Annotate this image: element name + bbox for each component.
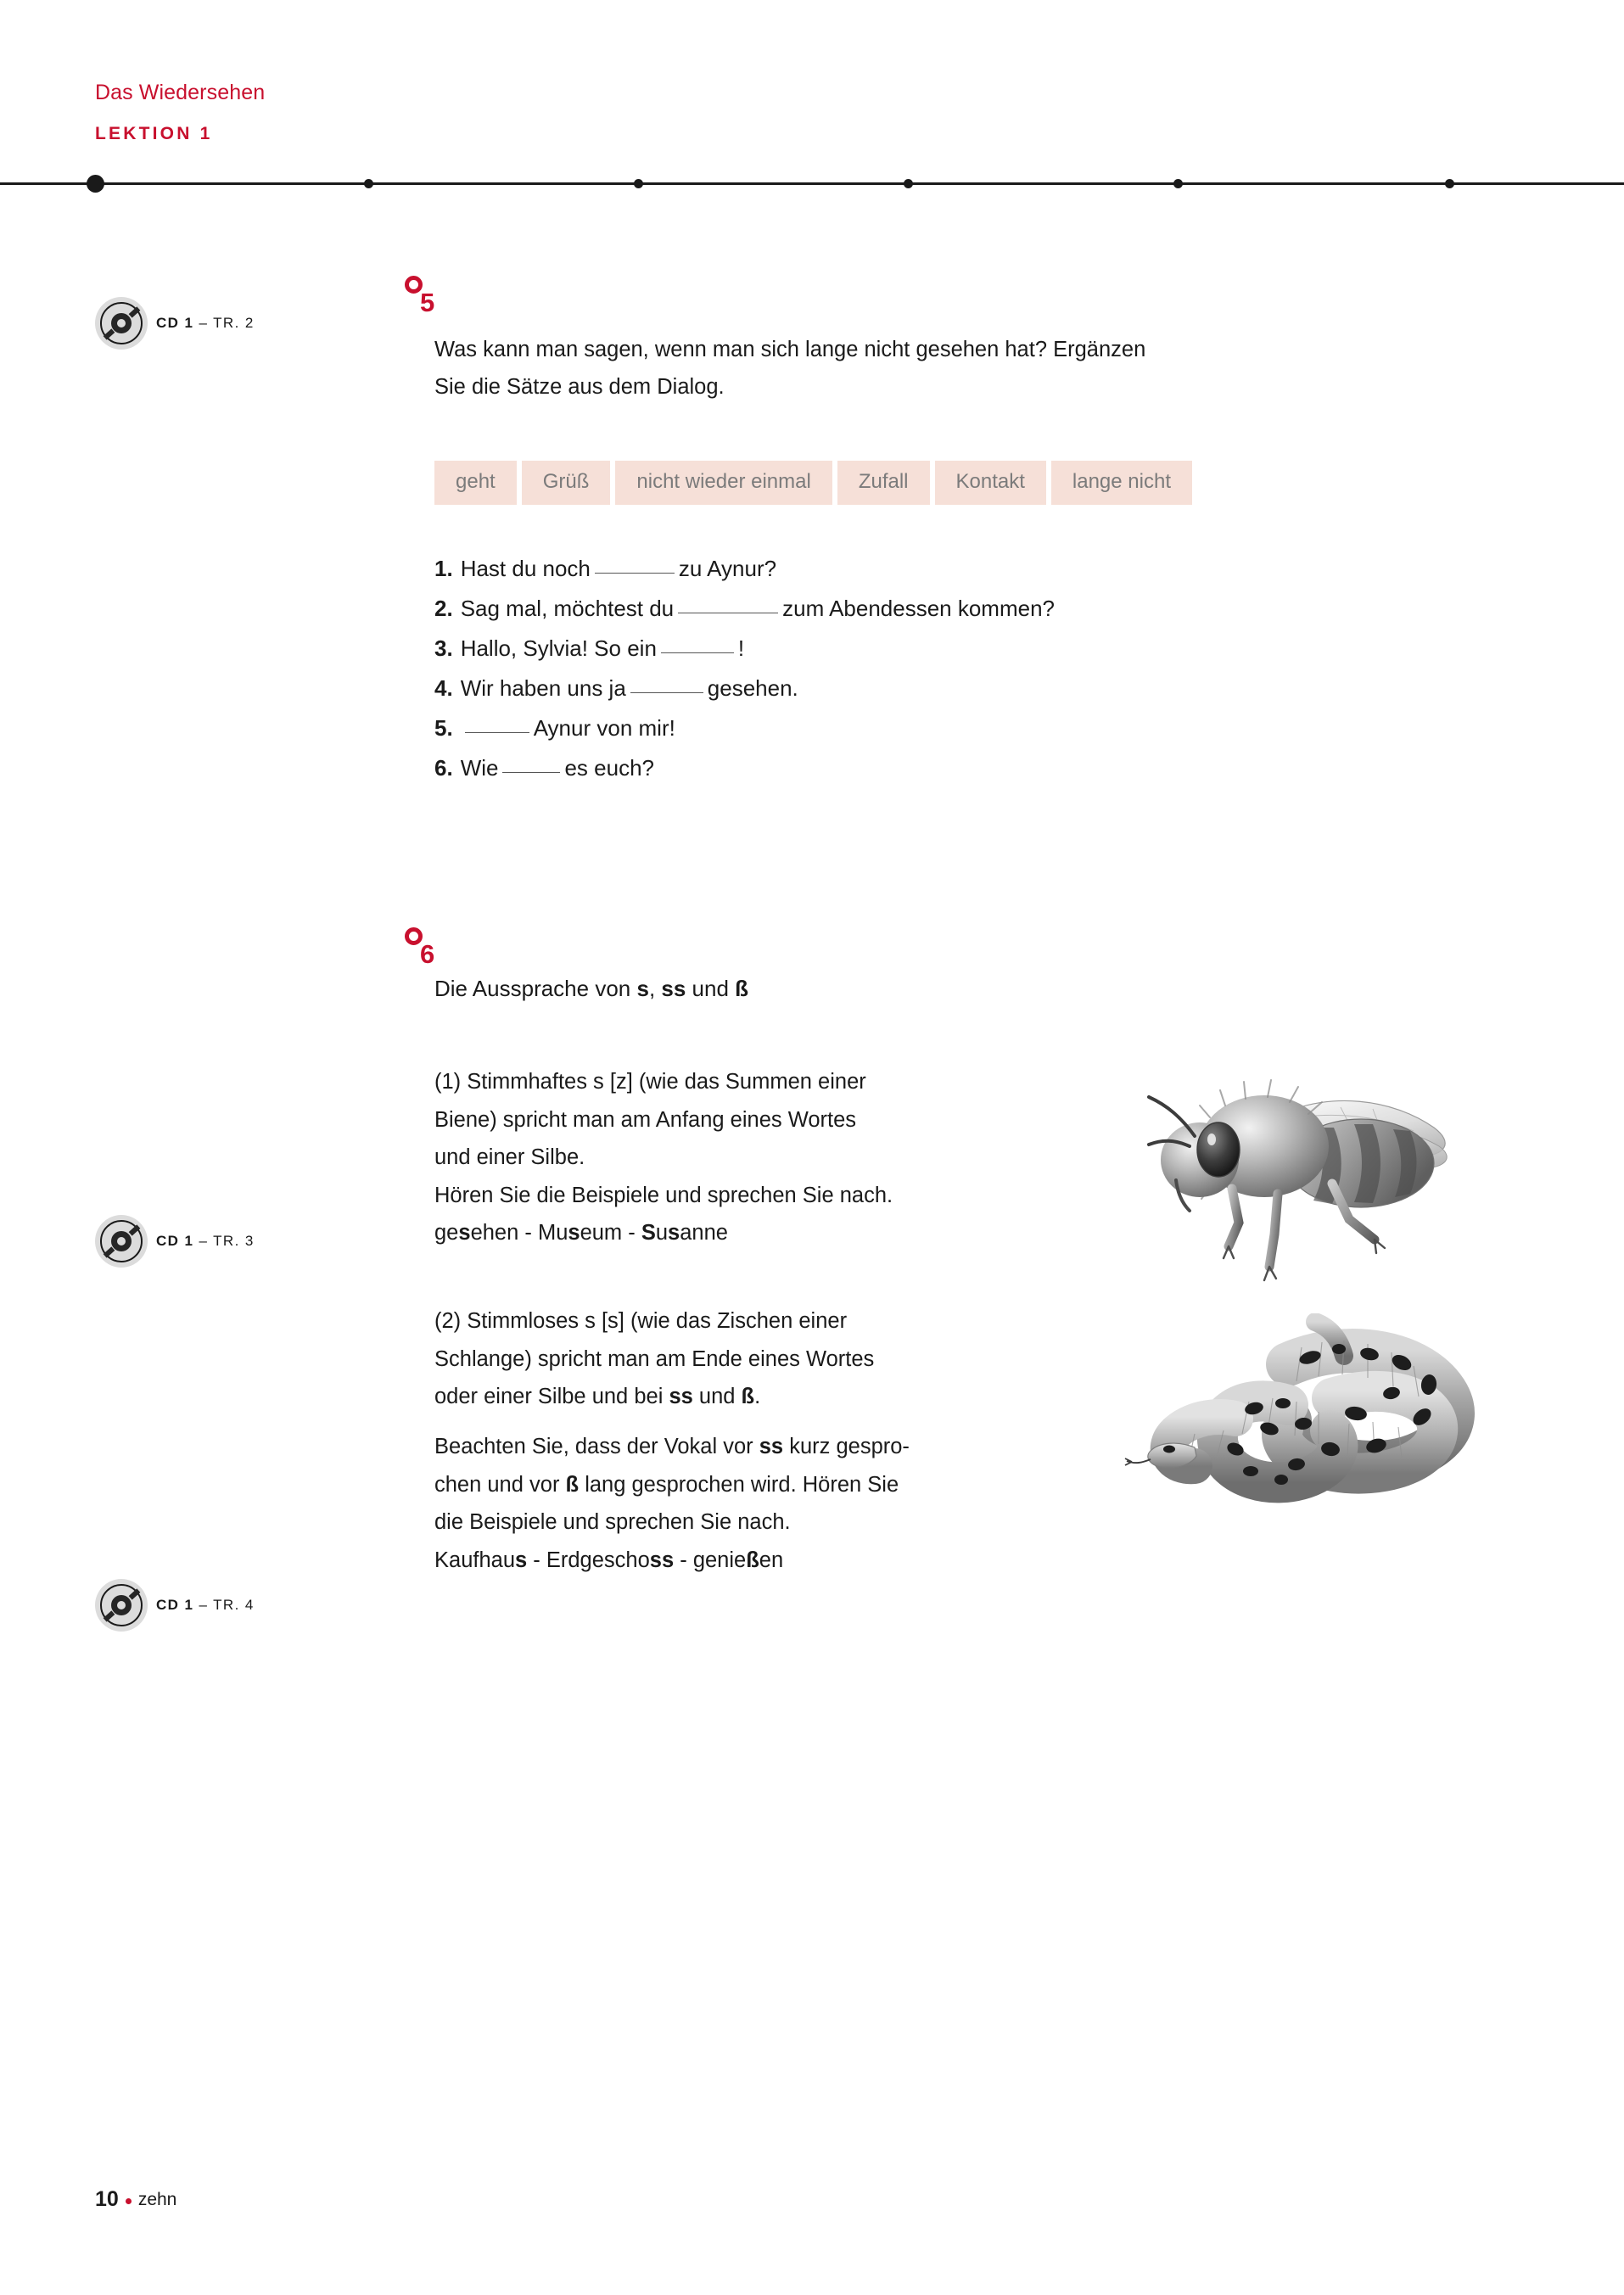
item-text-before-blank: Sag mal, möchtest du bbox=[460, 596, 675, 621]
emphasis-text: s bbox=[668, 1221, 680, 1245]
word-bank-chip[interactable]: geht bbox=[434, 461, 517, 505]
inline-text: chen und vor bbox=[434, 1472, 566, 1497]
word-bank-chip[interactable]: Zufall bbox=[837, 461, 930, 505]
inline-text: (1) Stimmhaftes s [z] (wie das Summen einer bbox=[434, 1070, 866, 1094]
gap-fill-item bbox=[434, 635, 1055, 675]
progress-timeline bbox=[0, 182, 1624, 185]
timeline-dot bbox=[364, 179, 373, 188]
emphasis-text: s bbox=[458, 1221, 471, 1245]
item-number: 4. bbox=[434, 675, 453, 701]
inline-text: Hören Sie die Beispiele und sprechen Sie nach. bbox=[434, 1183, 893, 1207]
emphasis-text: s bbox=[636, 976, 649, 1001]
exercise-6-paragraph-2 bbox=[434, 1302, 1079, 1416]
exercise-6-paragraph-1 bbox=[434, 1063, 1079, 1252]
item-text-before-blank: Wie bbox=[460, 755, 499, 781]
item-number: 1. bbox=[434, 556, 453, 581]
gap-fill-item bbox=[434, 755, 1055, 795]
emphasis-text: ss bbox=[661, 976, 686, 1001]
page-header-title: Das Wiedersehen bbox=[95, 81, 266, 104]
cd-disc-icon bbox=[95, 297, 148, 350]
answer-blank[interactable] bbox=[661, 652, 734, 653]
item-text-after-blank: zu Aynur? bbox=[678, 556, 777, 581]
item-text-before-blank: Wir haben uns ja bbox=[460, 675, 626, 701]
item-text-after-blank: gesehen. bbox=[707, 675, 798, 701]
inline-text: Biene) spricht man am Anfang eines Wortes bbox=[434, 1107, 857, 1132]
inline-text: Kaufhau bbox=[434, 1548, 516, 1572]
item-text-after-blank: es euch? bbox=[564, 755, 654, 781]
inline-text: und bbox=[692, 1385, 742, 1408]
emphasis-text: ss bbox=[759, 1435, 784, 1458]
inline-text: Schlange) spricht man am Ende eines Wortes bbox=[434, 1346, 875, 1371]
inline-text: und bbox=[686, 976, 736, 1001]
timeline-dot bbox=[634, 179, 643, 188]
exercise-5-number: 5 bbox=[420, 288, 435, 317]
item-number: 3. bbox=[434, 635, 453, 661]
inline-text: u bbox=[655, 1221, 669, 1245]
exercise-5-instruction-line-1: Was kann man sagen, wenn man sich lange nicht gesehen hat? Ergänzen bbox=[434, 338, 1146, 361]
gap-fill-item bbox=[434, 715, 1055, 755]
cd-marker-tr2[interactable] bbox=[95, 297, 255, 350]
exercise-5-item-list bbox=[434, 556, 1055, 795]
timeline-dot bbox=[1445, 179, 1454, 188]
word-bank-chip[interactable]: Kontakt bbox=[935, 461, 1046, 505]
word-bank-chip[interactable]: nicht wieder einmal bbox=[615, 461, 832, 505]
item-text-after-blank: Aynur von mir! bbox=[533, 715, 675, 741]
answer-blank[interactable] bbox=[630, 692, 703, 693]
item-text-after-blank: zum Abendessen kommen? bbox=[782, 596, 1056, 621]
exercise-6-heading bbox=[434, 976, 748, 1002]
cd-track-label: CD 1 – TR. 2 bbox=[156, 315, 255, 331]
inline-text: kurz gespro- bbox=[783, 1435, 910, 1458]
exercise-6-number: 6 bbox=[420, 939, 435, 969]
exercise-5-instruction bbox=[434, 331, 1291, 406]
cd-disc-icon bbox=[95, 1579, 148, 1632]
emphasis-text: ß bbox=[746, 1548, 759, 1572]
inline-text: und einer Silbe. bbox=[434, 1145, 585, 1169]
timeline-dot bbox=[904, 179, 913, 188]
exercise-6-paragraph-3 bbox=[434, 1428, 1079, 1579]
cd-marker-tr3[interactable] bbox=[95, 1215, 255, 1268]
item-number: 6. bbox=[434, 755, 453, 781]
inline-text: , bbox=[648, 976, 662, 1001]
page-footer bbox=[95, 2187, 176, 2212]
emphasis-text: ß bbox=[741, 1385, 755, 1408]
inline-text: ge bbox=[434, 1221, 459, 1245]
emphasis-text: s bbox=[568, 1221, 580, 1245]
item-number: 2. bbox=[434, 596, 453, 621]
cd-track-label: CD 1 – TR. 3 bbox=[156, 1233, 255, 1249]
word-bank-chip[interactable]: lange nicht bbox=[1051, 461, 1192, 505]
page-header-lesson: LEKTION 1 bbox=[95, 124, 213, 143]
inline-text: . bbox=[754, 1385, 761, 1408]
emphasis-text: ß bbox=[565, 1472, 580, 1497]
timeline-dot bbox=[1173, 179, 1183, 188]
inline-text: oder einer Silbe und bei bbox=[434, 1385, 669, 1408]
timeline-dot bbox=[87, 175, 104, 193]
answer-blank[interactable] bbox=[465, 732, 529, 733]
inline-text: eum - bbox=[580, 1221, 641, 1245]
item-text-before-blank: Hallo, Sylvia! So ein bbox=[460, 635, 657, 661]
inline-text: die Beispiele und sprechen Sie nach. bbox=[434, 1510, 791, 1534]
answer-blank[interactable] bbox=[502, 772, 560, 773]
emphasis-text: ss bbox=[669, 1385, 693, 1408]
gap-fill-item bbox=[434, 556, 1055, 596]
cd-track-label: CD 1 – TR. 4 bbox=[156, 1597, 255, 1613]
gap-fill-item bbox=[434, 596, 1055, 635]
inline-text: en bbox=[759, 1548, 784, 1572]
cd-disc-icon bbox=[95, 1215, 148, 1268]
item-text-before-blank: Hast du noch bbox=[460, 556, 591, 581]
inline-text: lang gesprochen wird. Hören Sie bbox=[579, 1472, 899, 1497]
emphasis-text: S bbox=[641, 1221, 656, 1245]
footer-page-word: zehn bbox=[137, 2189, 177, 2209]
emphasis-text: s bbox=[515, 1548, 528, 1572]
bee-illustration bbox=[1118, 1065, 1475, 1302]
emphasis-text: ss bbox=[649, 1548, 675, 1572]
word-bank-chip[interactable]: Grüß bbox=[522, 461, 611, 505]
word-bank bbox=[434, 461, 1192, 505]
answer-blank[interactable] bbox=[595, 573, 675, 574]
inline-text: - genie bbox=[674, 1548, 747, 1572]
inline-text: (2) Stimmloses s [s] (wie das Zischen einer bbox=[434, 1309, 848, 1333]
footer-page-number: 10 bbox=[95, 2187, 119, 2211]
cd-marker-tr4[interactable] bbox=[95, 1579, 255, 1632]
item-text-after-blank: ! bbox=[737, 635, 745, 661]
inline-text: Die Aussprache von bbox=[434, 976, 637, 1001]
inline-text: - Erdgescho bbox=[527, 1548, 650, 1572]
inline-text: Beachten Sie, dass der Vokal vor bbox=[434, 1435, 759, 1458]
inline-text: anne bbox=[680, 1221, 728, 1245]
exercise-5-instruction-line-2: Sie die Sätze aus dem Dialog. bbox=[434, 375, 725, 399]
snake-illustration bbox=[1122, 1313, 1478, 1525]
gap-fill-item bbox=[434, 675, 1055, 715]
footer-dot-icon bbox=[126, 2198, 132, 2204]
inline-text: ehen - Mu bbox=[470, 1221, 568, 1245]
item-number: 5. bbox=[434, 715, 453, 741]
emphasis-text: ß bbox=[735, 976, 749, 1001]
